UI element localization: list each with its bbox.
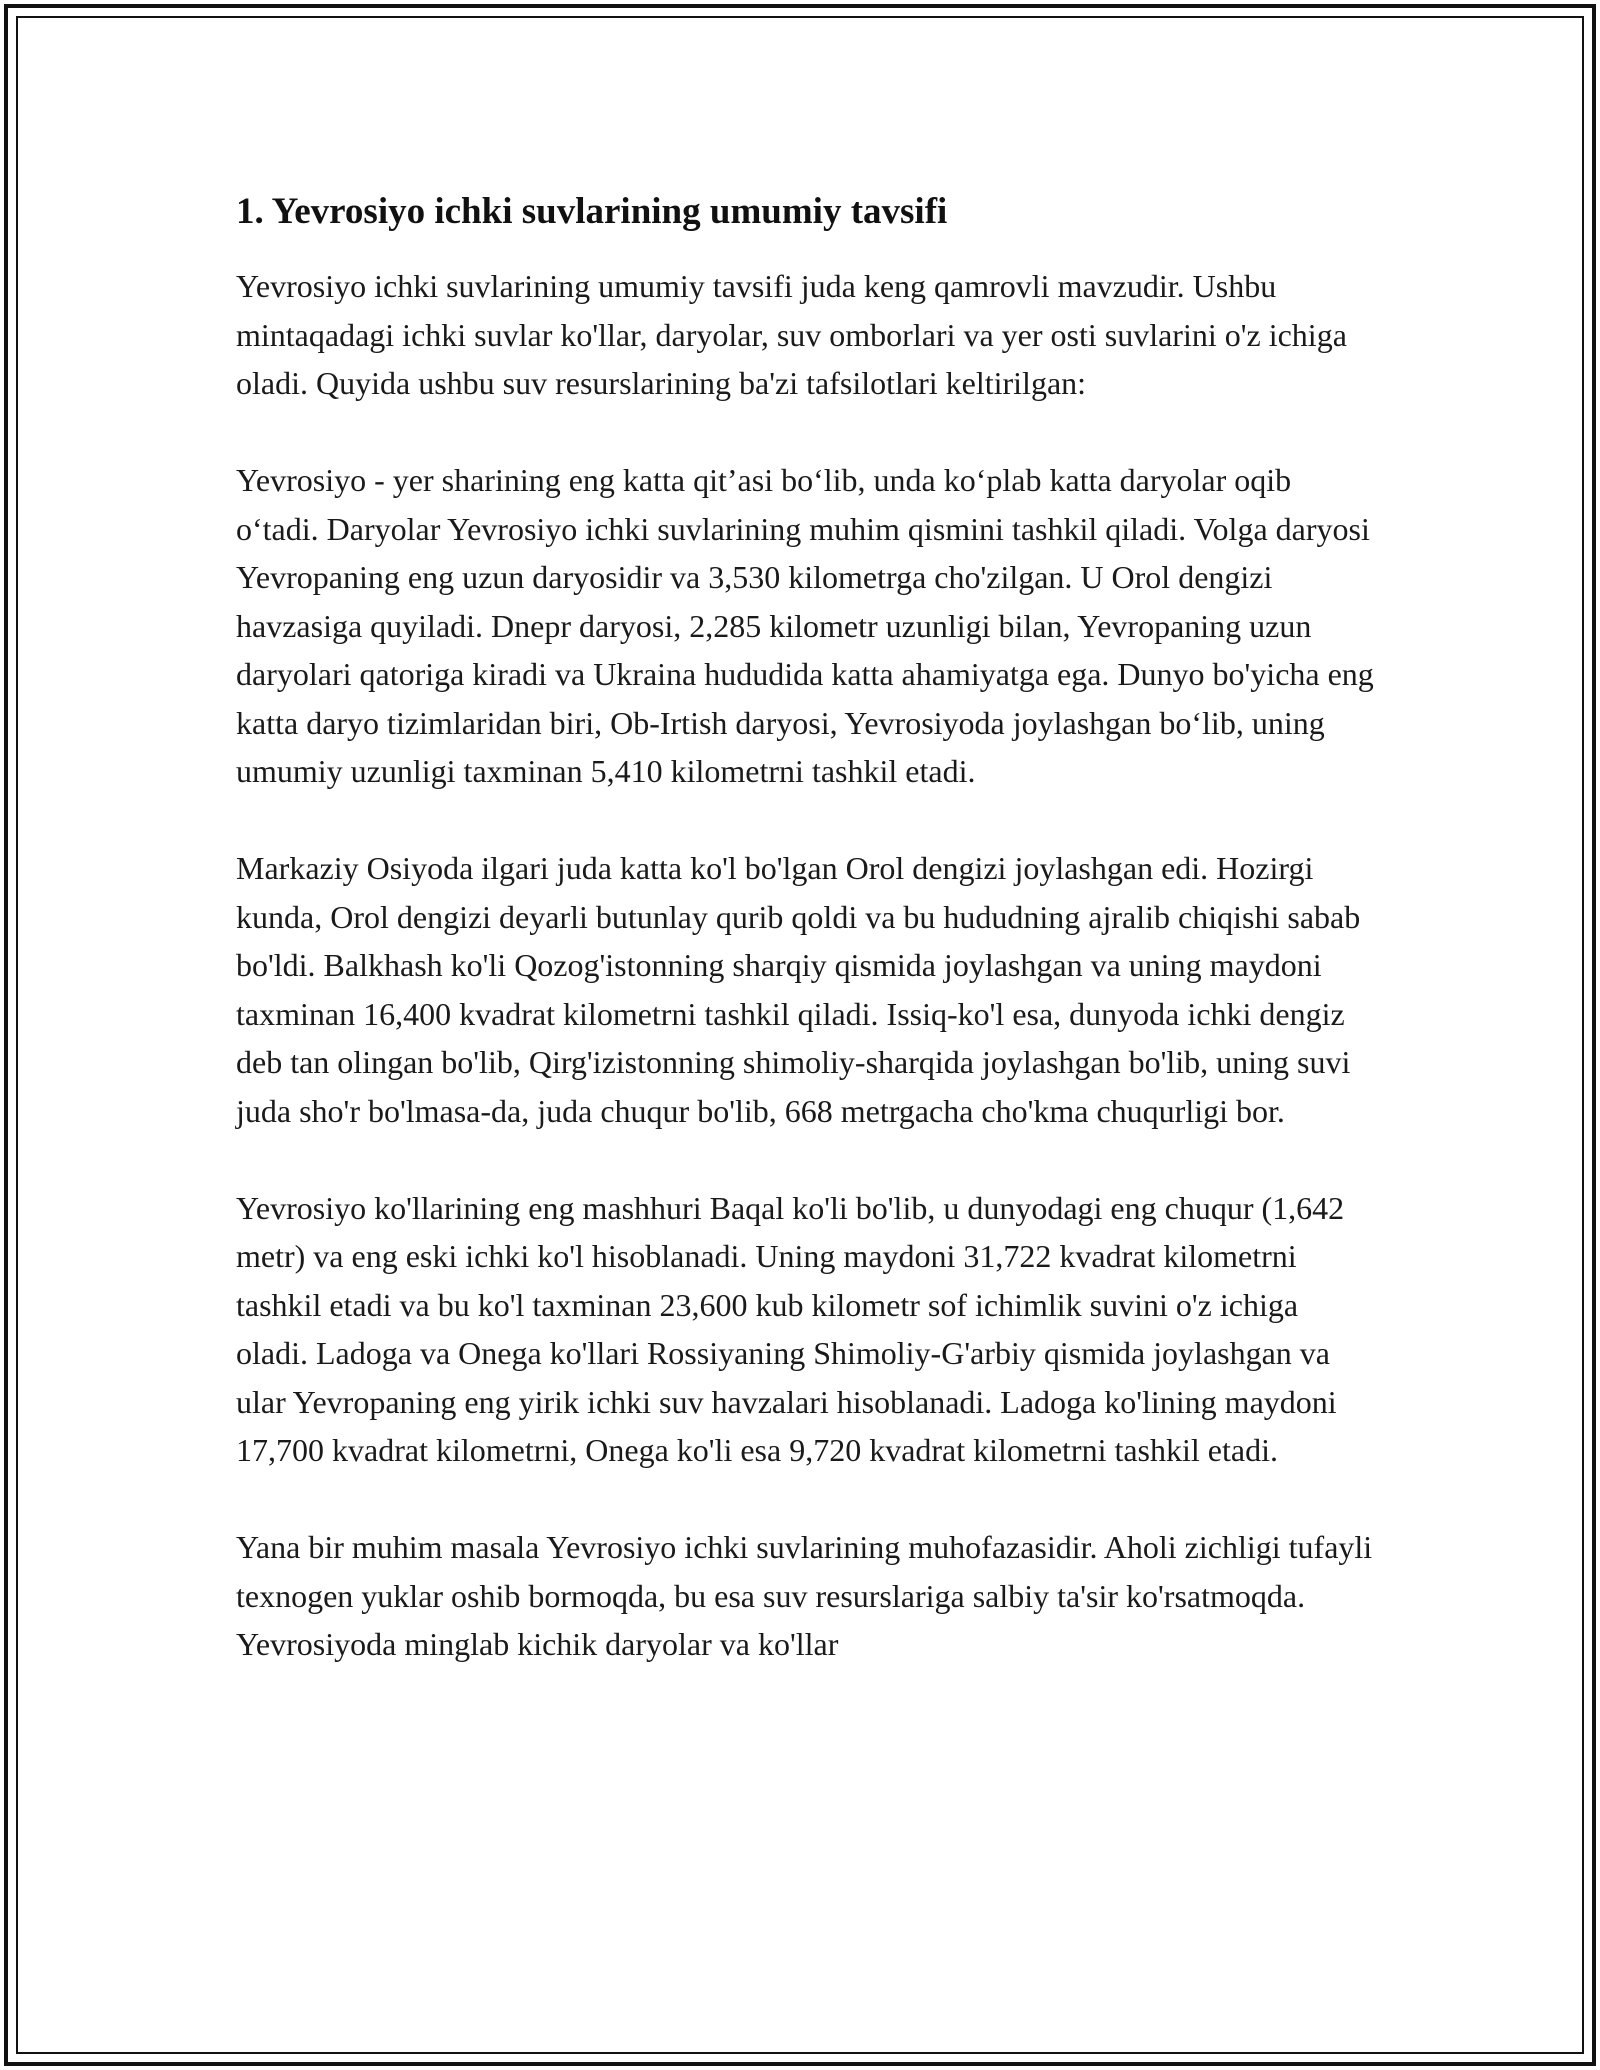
paragraph-rivers: Yevrosiyo - yer sharining eng katta qit’asi bo‘lib, unda ko‘plab katta daryolar oqib o‘tadi. Daryolar Yevrosiyo ichki suvlarining muhim qismini tashkil qiladi. Volga daryosi Yevropaning eng uzun daryosidir va 3,530 kilometrga cho'zilgan. U Orol dengizi havzasiga quyiladi. Dnepr daryosi, 2,285 kilometr uzunligi bilan, Yevropaning uzun daryolari qatoriga kiradi va Ukraina hududida katta ahamiyatga ega. Dunyo bo'yicha eng katta daryo tizimlaridan biri, Ob-Irtish daryosi, Yevrosiyoda joylashgan bo‘lib, uning umumiy uzunligi taxminan 5,410 kilometrni tashkil etadi.	[236, 462, 1374, 789]
document-content	[236, 188, 1376, 1717]
paragraph-protection: Yana bir muhim masala Yevrosiyo ichki suvlarining muhofazasidir. Aholi zichligi tufayli texnogen yuklar oshib bormoqda, bu esa suv resurslariga salbiy ta'sir ko'rsatmoqda. Yevrosiyoda minglab kichik daryolar va ko'llar	[236, 1529, 1373, 1662]
section-heading: 1. Yevrosiyo ichki suvlarining umumiy tavsifi	[236, 191, 948, 232]
paragraph-central-asia-lakes: Markaziy Osiyoda ilgari juda katta ko'l bo'lgan Orol dengizi joylashgan edi. Hozirgi kunda, Orol dengizi deyarli butunlay qurib qoldi va bu hududning ajralib chiqishi sabab bo'ldi. Balkhash ko'li Qozog'istonning sharqiy qismida joylashgan va uning maydoni taxminan 16,400 kvadrat kilometrni tashkil qiladi. Issiq-ko'l esa, dunyoda ichki dengiz deb tan olingan bo'lib, Qirg'izistonning shimoliy-sharqida joylashgan bo'lib, uning suvi juda sho'r bo'lmasa-da, juda chuqur bo'lib, 668 metrgacha cho'kma chuqurligi bor.	[236, 850, 1361, 1129]
paragraph-baikal-ladoga-onega: Yevrosiyo ko'llarining eng mashhuri Baqal ko'li bo'lib, u dunyodagi eng chuqur (1,642 metr) va eng eski ichki ko'l hisoblanadi. Uning maydoni 31,722 kvadrat kilometrni tashkil etadi va bu ko'l taxminan 23,600 kub kilometr sof ichimlik suvini o'z ichiga oladi. Ladoga va Onega ko'llari Rossiyaning Shimoliy-G'arbiy qismida joylashgan va ular Yevropaning eng yirik ichki suv havzalari hisoblanadi. Ladoga ko'lining maydoni 17,700 kvadrat kilometrni, Onega ko'li esa 9,720 kvadrat kilometrni tashkil etadi.	[236, 1189, 1345, 1468]
paragraph-intro: Yevrosiyo ichki suvlarining umumiy tavsifi juda keng qamrovli mavzudir. Ushbu mintaqadagi ichki suvlar ko'llar, daryolar, suv omborlari va yer osti suvlarini o'z ichiga oladi. Quyida ushbu suv resurslarining ba'zi tafsilotlari keltirilgan:	[236, 268, 1347, 401]
